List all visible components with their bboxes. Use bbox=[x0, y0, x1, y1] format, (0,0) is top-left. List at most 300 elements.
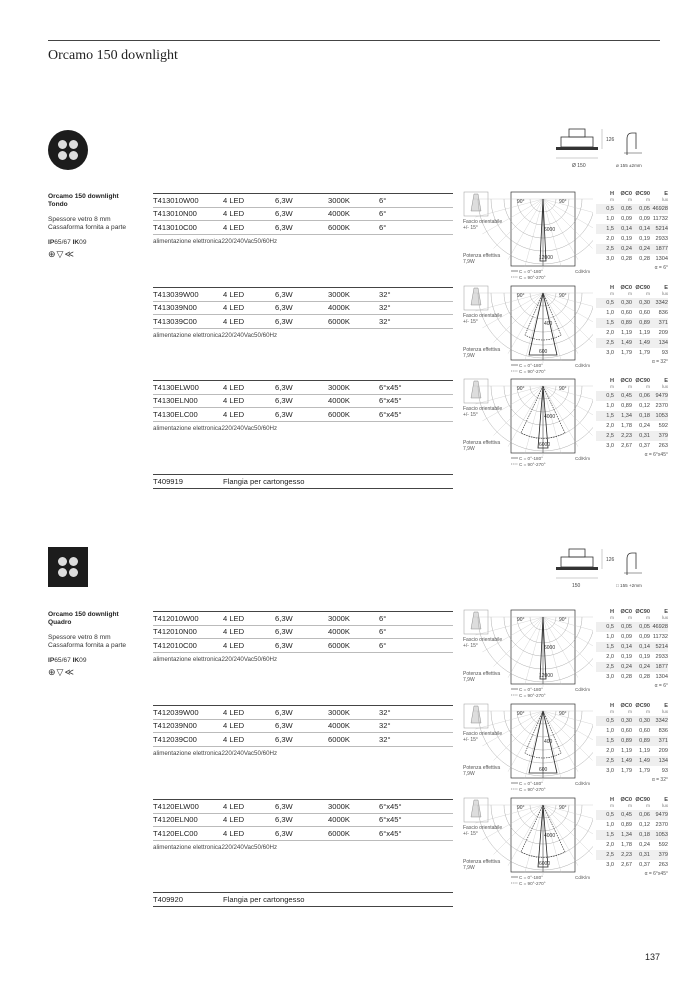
cell-code: T4120ELC00 bbox=[153, 828, 198, 838]
spec-glass: Spessore vetro 8 mm bbox=[48, 215, 111, 223]
supply-line bbox=[153, 238, 453, 245]
supply-frequency: 50/60Hz bbox=[254, 843, 278, 851]
lux-cell: 263 bbox=[658, 443, 668, 449]
lux-cell: 0,28 bbox=[639, 674, 650, 680]
product-group bbox=[153, 611, 453, 663]
legend-c90: C = 90°-270° bbox=[519, 692, 546, 698]
cell-power: 6,3W bbox=[275, 828, 293, 838]
lux-cell: 1877 bbox=[655, 246, 668, 252]
lux-cell: 1,0 bbox=[606, 728, 614, 734]
lux-cell: 1,79 bbox=[621, 768, 632, 774]
product-group bbox=[153, 193, 453, 245]
power-note bbox=[463, 440, 507, 452]
lux-table bbox=[596, 797, 668, 877]
table-row bbox=[153, 733, 453, 747]
led-dot bbox=[58, 568, 67, 577]
lux-cell: 0,60 bbox=[639, 728, 650, 734]
polar-label-left: 90° bbox=[517, 386, 525, 392]
lux-unit-cell: m bbox=[628, 615, 632, 620]
lux-cell: 0,14 bbox=[639, 644, 650, 650]
polar-label-left: 90° bbox=[517, 617, 525, 623]
legend-c0: C = 0°-180° bbox=[519, 687, 543, 692]
lux-row bbox=[596, 298, 668, 308]
accessory-description: Flangia per cartongesso bbox=[223, 476, 305, 486]
table-row bbox=[153, 302, 453, 316]
lux-cell: 371 bbox=[658, 738, 668, 744]
lux-cell: 209 bbox=[658, 330, 668, 336]
table-row bbox=[153, 893, 453, 906]
polar-label-right: 90° bbox=[559, 617, 567, 623]
lux-row bbox=[596, 318, 668, 328]
lux-cell: 0,28 bbox=[621, 256, 632, 262]
lux-unit-cell: m bbox=[610, 803, 614, 808]
supply-voltage: 220/240Vac bbox=[221, 331, 255, 339]
product-group bbox=[153, 799, 453, 851]
lux-cell: 0,24 bbox=[639, 664, 650, 670]
supply-frequency: 50/60Hz bbox=[254, 655, 278, 663]
cell-power: 6,3W bbox=[275, 613, 293, 623]
lux-row bbox=[596, 348, 668, 358]
cell-power: 6,3W bbox=[275, 801, 293, 811]
cdklm-label: Cd/Klm bbox=[575, 875, 591, 880]
led-dot bbox=[58, 151, 67, 160]
supply-voltage: 220/240Vac bbox=[221, 655, 255, 663]
cell-code: T413039C00 bbox=[153, 316, 197, 326]
lux-cell: 2,23 bbox=[621, 852, 632, 858]
product-group bbox=[153, 380, 453, 432]
legend-c90: C = 90°-270° bbox=[519, 274, 546, 280]
lux-header-cell: ØC90 bbox=[635, 609, 650, 615]
lux-cell: 1,19 bbox=[621, 748, 632, 754]
lux-header-cell: ØC90 bbox=[635, 797, 650, 803]
power-note bbox=[463, 671, 507, 683]
technical-drawing bbox=[552, 545, 662, 597]
cell-code: T413010C00 bbox=[153, 222, 197, 232]
lux-cell: 134 bbox=[658, 340, 668, 346]
led-dot bbox=[69, 140, 78, 149]
lux-unit-cell: m bbox=[610, 615, 614, 620]
lux-cell: 1304 bbox=[655, 674, 668, 680]
lux-cell: 1053 bbox=[655, 413, 668, 419]
lux-cell: 1,0 bbox=[606, 310, 614, 316]
cell-cct: 4000K bbox=[328, 209, 350, 219]
page-number: 137 bbox=[644, 952, 660, 962]
fascio-label: Fascio orientabile +/- 15° bbox=[463, 637, 503, 649]
product-name-block bbox=[48, 193, 146, 210]
lux-cell: 2,0 bbox=[606, 330, 614, 336]
lux-cell: 0,06 bbox=[639, 812, 650, 818]
accessory-bottom-rule bbox=[153, 488, 453, 489]
spec-formwork: Cassaforma fornita a parte bbox=[48, 224, 127, 232]
cell-power: 6,3W bbox=[275, 195, 293, 205]
cell-leds: 4 LED bbox=[223, 627, 245, 637]
lux-cell: 0,89 bbox=[621, 822, 632, 828]
cell-beam: 6° bbox=[379, 209, 387, 219]
lux-cell: 9479 bbox=[655, 393, 668, 399]
lux-cell: 2370 bbox=[655, 403, 668, 409]
photometric-block bbox=[463, 703, 700, 791]
lux-unit-cell: m bbox=[628, 291, 632, 296]
polar-value-1: 400 bbox=[544, 321, 553, 327]
lux-cell: 1,5 bbox=[606, 320, 614, 326]
supply-label: alimentazione elettronica bbox=[153, 655, 222, 663]
cell-power: 6,3W bbox=[275, 721, 293, 731]
ip-rating bbox=[48, 657, 146, 665]
lux-row bbox=[596, 234, 668, 244]
lux-cell: 0,45 bbox=[621, 393, 632, 399]
polar-label-left: 90° bbox=[517, 711, 525, 717]
lux-cell: 2,0 bbox=[606, 236, 614, 242]
supply-line bbox=[153, 425, 453, 432]
lux-header-cell: ØC90 bbox=[635, 285, 650, 291]
lux-cell: 1,79 bbox=[621, 350, 632, 356]
polar-value-2: 12000 bbox=[539, 255, 553, 261]
cell-beam: 6° bbox=[379, 222, 387, 232]
lux-cell: 1,49 bbox=[639, 340, 650, 346]
ip-value: 65/67 bbox=[54, 656, 73, 664]
cell-cct: 4000K bbox=[328, 721, 350, 731]
lux-cell: 0,30 bbox=[639, 718, 650, 724]
cell-cct: 6000K bbox=[328, 222, 350, 232]
lux-cell: 0,28 bbox=[621, 674, 632, 680]
lux-cell: 1,5 bbox=[606, 832, 614, 838]
cell-power: 6,3W bbox=[275, 303, 293, 313]
lux-cell: 0,89 bbox=[621, 403, 632, 409]
lux-unit-cell: lux bbox=[662, 803, 668, 808]
lux-cell: 3,0 bbox=[606, 256, 614, 262]
potenza-label: Potenza effettiva 7,9W bbox=[463, 765, 501, 777]
lux-unit-cell: m bbox=[628, 803, 632, 808]
polar-value-2: 6000 bbox=[539, 861, 551, 867]
lux-cell: 0,30 bbox=[621, 300, 632, 306]
lux-cell: 1,0 bbox=[606, 403, 614, 409]
lux-cell: 0,05 bbox=[621, 624, 632, 630]
cell-beam: 6°x45° bbox=[379, 828, 402, 838]
lux-cell: 0,09 bbox=[621, 216, 632, 222]
table-row bbox=[153, 706, 453, 720]
cell-cct: 3000K bbox=[328, 801, 350, 811]
polar-legend bbox=[519, 875, 546, 886]
lux-unit-cell: lux bbox=[662, 197, 668, 202]
table-row bbox=[153, 612, 453, 626]
lux-cell: 46928 bbox=[652, 206, 668, 212]
lux-row bbox=[596, 214, 668, 224]
lux-unit-cell: lux bbox=[662, 709, 668, 714]
cdklm-label: Cd/Klm bbox=[575, 363, 591, 368]
lux-cell: 0,14 bbox=[621, 226, 632, 232]
cell-power: 6,3W bbox=[275, 289, 293, 299]
page-title: Orcamo 150 downlight bbox=[48, 48, 178, 63]
lux-header-cell: E bbox=[664, 703, 668, 709]
lux-unit-cell: m bbox=[646, 291, 650, 296]
lux-header-cell: ØC0 bbox=[620, 609, 632, 615]
fascio-label: Fascio orientabile +/- 15° bbox=[463, 219, 503, 231]
cell-power: 6,3W bbox=[275, 316, 293, 326]
lux-header-cell: H bbox=[609, 703, 614, 709]
lux-row bbox=[596, 622, 668, 632]
lux-header-cell: E bbox=[664, 285, 668, 291]
lux-header-cell: ØC0 bbox=[620, 378, 632, 384]
cell-leds: 4 LED bbox=[223, 316, 245, 326]
lux-cell: 0,14 bbox=[621, 644, 632, 650]
lux-cell: 2,5 bbox=[606, 433, 614, 439]
power-note bbox=[463, 253, 507, 265]
beam-angle-note: α = 32° bbox=[651, 359, 668, 365]
lux-cell: 2933 bbox=[655, 654, 668, 660]
lux-unit-cell: m bbox=[646, 709, 650, 714]
drawing-svg bbox=[552, 545, 662, 597]
legend-c90: C = 90°-270° bbox=[519, 368, 546, 374]
polar-label-left: 90° bbox=[517, 199, 525, 205]
lux-cell: 1,34 bbox=[621, 413, 632, 419]
technical-drawing bbox=[552, 125, 662, 177]
cell-beam: 6° bbox=[379, 195, 387, 205]
lux-cell: 836 bbox=[658, 728, 668, 734]
lux-cell: 836 bbox=[658, 310, 668, 316]
lux-unit-cell: m bbox=[646, 803, 650, 808]
lux-cell: 1,49 bbox=[639, 758, 650, 764]
lux-row bbox=[596, 328, 668, 338]
lux-header-cell: H bbox=[609, 191, 614, 197]
lux-cell: 1,78 bbox=[621, 842, 632, 848]
cell-cct: 3000K bbox=[328, 289, 350, 299]
polar-label-right: 90° bbox=[559, 199, 567, 205]
lux-header-cell: ØC0 bbox=[620, 191, 632, 197]
lux-cell: 1,0 bbox=[606, 216, 614, 222]
lux-cell: 1,19 bbox=[639, 330, 650, 336]
lux-cell: 1,19 bbox=[639, 748, 650, 754]
lux-cell: 3,0 bbox=[606, 768, 614, 774]
lux-cell: 1053 bbox=[655, 832, 668, 838]
lux-cell: 0,09 bbox=[639, 216, 650, 222]
beam-note bbox=[463, 637, 507, 649]
lux-cell: 46928 bbox=[652, 624, 668, 630]
cell-beam: 32° bbox=[379, 316, 391, 326]
supply-line bbox=[153, 750, 453, 757]
supply-label: alimentazione elettronica bbox=[153, 237, 222, 245]
lux-row bbox=[596, 746, 668, 756]
potenza-label: Potenza effettiva 7,9W bbox=[463, 253, 501, 265]
lux-row bbox=[596, 830, 668, 840]
supply-voltage: 220/240Vac bbox=[221, 749, 255, 757]
ip-label: IP bbox=[48, 656, 55, 664]
beam-note bbox=[463, 313, 507, 325]
polar-legend bbox=[519, 363, 546, 374]
lux-cell: 1,0 bbox=[606, 634, 614, 640]
polar-diagram bbox=[463, 797, 593, 885]
cell-cct: 6000K bbox=[328, 409, 350, 419]
lux-row bbox=[596, 632, 668, 642]
beam-angle-note: α = 32° bbox=[651, 777, 668, 783]
polar-value-2: 12000 bbox=[539, 673, 553, 679]
dim-hole: □ 155 +2mm bbox=[616, 583, 642, 588]
lux-cell: 0,19 bbox=[639, 654, 650, 660]
product-variant: Tondo bbox=[48, 201, 68, 209]
lux-cell: 0,12 bbox=[639, 822, 650, 828]
cell-beam: 32° bbox=[379, 721, 391, 731]
lux-cell: 2370 bbox=[655, 822, 668, 828]
legend-c0: C = 0°-180° bbox=[519, 875, 543, 880]
lux-cell: 0,24 bbox=[639, 423, 650, 429]
supply-voltage: 220/240Vac bbox=[221, 237, 255, 245]
lux-cell: 1,78 bbox=[621, 423, 632, 429]
cell-cct: 4000K bbox=[328, 396, 350, 406]
top-rule bbox=[48, 40, 660, 41]
lux-cell: 0,31 bbox=[639, 852, 650, 858]
polar-value-1: 6000 bbox=[544, 645, 556, 651]
lux-row bbox=[596, 652, 668, 662]
legend-c0: C = 0°-180° bbox=[519, 363, 543, 368]
lux-row bbox=[596, 736, 668, 746]
lux-cell: 0,05 bbox=[621, 206, 632, 212]
lux-cell: 3342 bbox=[655, 718, 668, 724]
lux-units bbox=[596, 803, 668, 808]
lux-header-cell: ØC90 bbox=[635, 191, 650, 197]
lux-cell: 0,31 bbox=[639, 433, 650, 439]
lux-cell: 0,06 bbox=[639, 393, 650, 399]
lux-body bbox=[596, 810, 668, 870]
lux-cell: 0,24 bbox=[621, 664, 632, 670]
cell-power: 6,3W bbox=[275, 734, 293, 744]
cell-cct: 3000K bbox=[328, 707, 350, 717]
lux-row bbox=[596, 224, 668, 234]
product-photo bbox=[48, 130, 88, 170]
lux-cell: 0,09 bbox=[639, 634, 650, 640]
lux-cell: 2,5 bbox=[606, 852, 614, 858]
lux-cell: 0,19 bbox=[621, 654, 632, 660]
lux-cell: 1,79 bbox=[639, 350, 650, 356]
legend-c90: C = 90°-270° bbox=[519, 880, 546, 886]
product-group bbox=[153, 705, 453, 757]
cell-leds: 4 LED bbox=[223, 195, 245, 205]
table-row bbox=[153, 194, 453, 208]
lux-unit-cell: m bbox=[610, 291, 614, 296]
lux-cell: 2933 bbox=[655, 236, 668, 242]
lux-cell: 0,12 bbox=[639, 403, 650, 409]
legend-c90: C = 90°-270° bbox=[519, 461, 546, 467]
table-row bbox=[153, 800, 453, 814]
potenza-label: Potenza effettiva 7,9W bbox=[463, 671, 501, 683]
led-dot bbox=[69, 568, 78, 577]
table-row bbox=[153, 408, 453, 422]
lux-cell: 0,24 bbox=[639, 246, 650, 252]
lux-header-cell: H bbox=[609, 609, 614, 615]
lux-cell: 379 bbox=[658, 433, 668, 439]
led-cluster bbox=[58, 557, 78, 577]
cell-cct: 4000K bbox=[328, 303, 350, 313]
cell-code: T413039W00 bbox=[153, 289, 199, 299]
polar-label-right: 90° bbox=[559, 293, 567, 299]
spec-glass: Spessore vetro 8 mm bbox=[48, 633, 111, 641]
lux-table bbox=[596, 378, 668, 458]
polar-label-left: 90° bbox=[517, 293, 525, 299]
lux-header-cell: H bbox=[609, 378, 614, 384]
supply-voltage: 220/240Vac bbox=[221, 843, 255, 851]
lux-cell: 0,14 bbox=[639, 226, 650, 232]
lux-unit-cell: lux bbox=[662, 384, 668, 389]
cdklm-label: Cd/Klm bbox=[575, 456, 591, 461]
power-note bbox=[463, 347, 507, 359]
lux-cell: 0,5 bbox=[606, 300, 614, 306]
lux-cell: 0,37 bbox=[639, 443, 650, 449]
cell-code: T412039W00 bbox=[153, 707, 199, 717]
legend-c90: C = 90°-270° bbox=[519, 786, 546, 792]
lux-cell: 1,5 bbox=[606, 644, 614, 650]
fascio-label: Fascio orientabile +/- 15° bbox=[463, 406, 503, 418]
cell-leds: 4 LED bbox=[223, 382, 245, 392]
polar-value-2: 600 bbox=[539, 349, 548, 355]
lux-cell: 0,45 bbox=[621, 812, 632, 818]
lux-cell: 2,0 bbox=[606, 842, 614, 848]
lux-cell: 0,5 bbox=[606, 206, 614, 212]
photometric-block bbox=[463, 797, 700, 885]
lux-cell: 1,79 bbox=[639, 768, 650, 774]
cell-power: 6,3W bbox=[275, 409, 293, 419]
lux-cell: 0,5 bbox=[606, 812, 614, 818]
cell-beam: 6°x45° bbox=[379, 815, 402, 825]
accessory-bottom-rule bbox=[153, 906, 453, 907]
lux-cell: 379 bbox=[658, 852, 668, 858]
ip-value: 65/67 bbox=[54, 238, 73, 246]
lux-cell: 592 bbox=[658, 842, 668, 848]
cell-beam: 6° bbox=[379, 640, 387, 650]
lux-header-cell: E bbox=[664, 191, 668, 197]
cell-cct: 4000K bbox=[328, 815, 350, 825]
lux-cell: 2,0 bbox=[606, 654, 614, 660]
supply-label: alimentazione elettronica bbox=[153, 749, 222, 757]
polar-legend bbox=[519, 456, 546, 467]
lux-cell: 0,24 bbox=[621, 246, 632, 252]
lux-header-cell: E bbox=[664, 797, 668, 803]
lux-cell: 2,5 bbox=[606, 758, 614, 764]
cell-beam: 32° bbox=[379, 289, 391, 299]
lux-cell: 0,89 bbox=[639, 320, 650, 326]
beam-angle-note: α = 6° bbox=[654, 683, 668, 689]
lux-table bbox=[596, 285, 668, 365]
lux-cell: 0,37 bbox=[639, 862, 650, 868]
table-row bbox=[153, 827, 453, 841]
lux-header-cell: ØC0 bbox=[620, 703, 632, 709]
photometric-block bbox=[463, 285, 700, 373]
lux-body bbox=[596, 204, 668, 264]
supply-line bbox=[153, 332, 453, 339]
lux-cell: 0,05 bbox=[639, 624, 650, 630]
polar-label-left: 90° bbox=[517, 805, 525, 811]
polar-diagram bbox=[463, 285, 593, 373]
lux-body bbox=[596, 716, 668, 776]
lux-unit-cell: m bbox=[646, 615, 650, 620]
power-note bbox=[463, 765, 507, 777]
lux-cell: 2,67 bbox=[621, 443, 632, 449]
lux-unit-cell: lux bbox=[662, 615, 668, 620]
accessory-row bbox=[153, 892, 453, 907]
lux-cell: 0,89 bbox=[621, 320, 632, 326]
lux-cell: 93 bbox=[661, 350, 668, 356]
beam-angle-note: α = 6°x45° bbox=[644, 452, 668, 458]
cell-code: T413010N00 bbox=[153, 209, 197, 219]
cell-code: T4130ELN00 bbox=[153, 396, 198, 406]
cell-leds: 4 LED bbox=[223, 303, 245, 313]
cell-power: 6,3W bbox=[275, 222, 293, 232]
lux-cell: 2,67 bbox=[621, 862, 632, 868]
cell-code: T413039N00 bbox=[153, 303, 197, 313]
lux-row bbox=[596, 338, 668, 348]
lux-row bbox=[596, 204, 668, 214]
fascio-label: Fascio orientabile +/- 15° bbox=[463, 313, 503, 325]
lux-unit-cell: m bbox=[628, 197, 632, 202]
lux-unit-cell: lux bbox=[662, 291, 668, 296]
cell-beam: 6° bbox=[379, 627, 387, 637]
